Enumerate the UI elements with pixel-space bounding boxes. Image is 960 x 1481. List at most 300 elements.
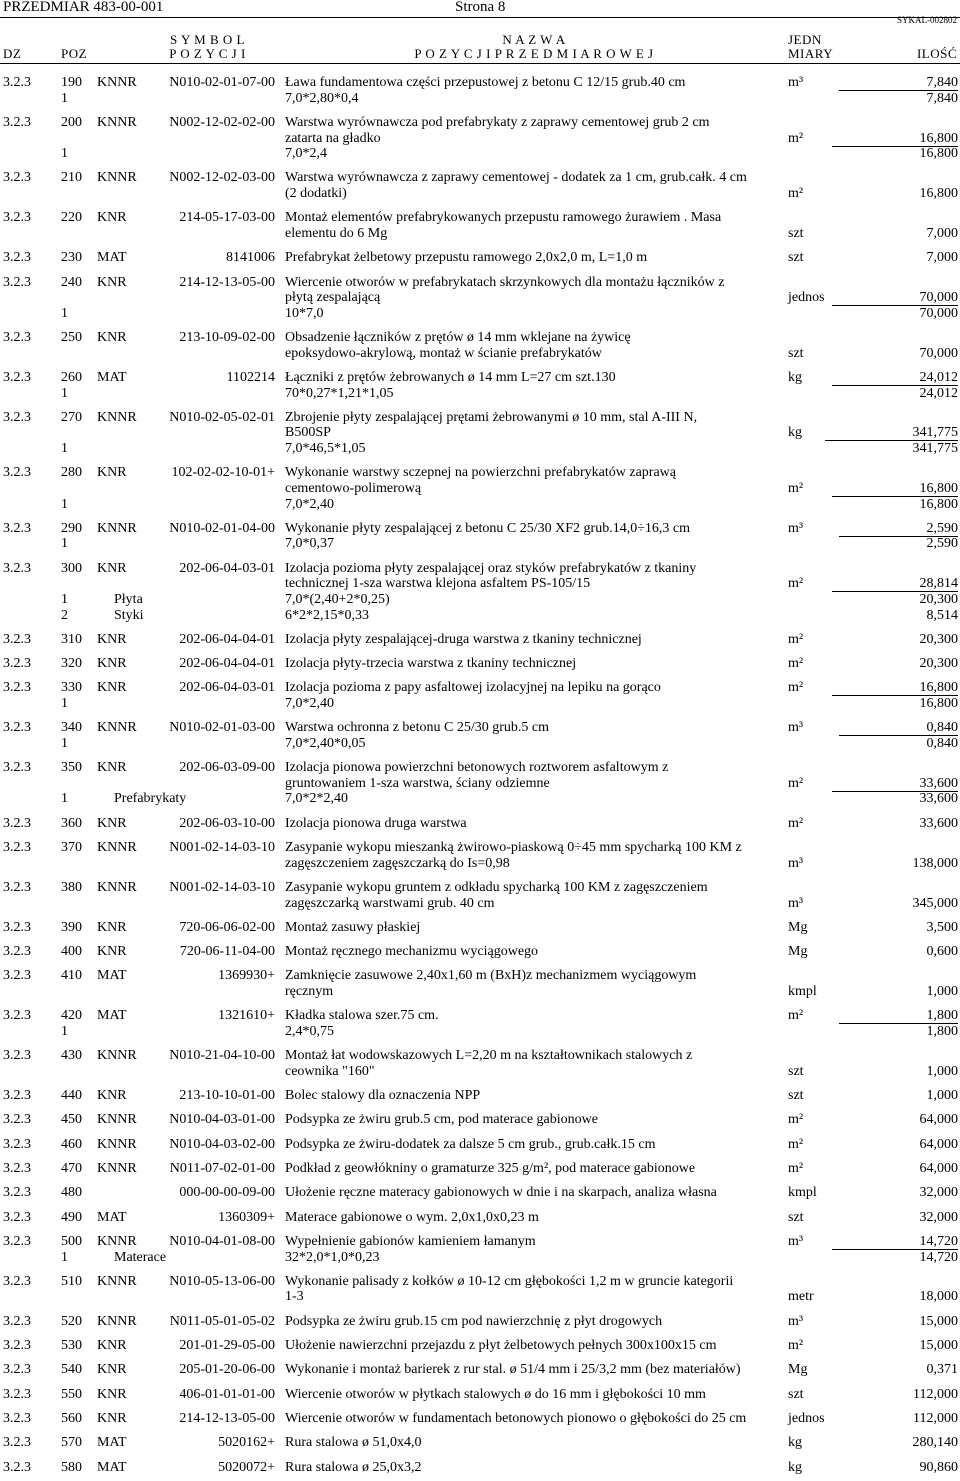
item-description: zatarta na gładko xyxy=(285,130,381,146)
section-number: 3.2.3 xyxy=(3,520,31,536)
table-row xyxy=(0,75,960,91)
item-quantity: 341,775 xyxy=(825,425,959,441)
catalog-symbol: 214-12-13-05-00 xyxy=(179,1410,275,1426)
catalog-type: KNR xyxy=(97,1386,127,1402)
calc-formula: 70*0,27*1,21*1,05 xyxy=(285,385,394,401)
table-row xyxy=(0,410,960,426)
section-number: 3.2.3 xyxy=(3,968,31,984)
calculation-row xyxy=(0,592,960,608)
calculation-row xyxy=(0,696,960,712)
catalog-symbol: 102-02-02-10-01+ xyxy=(171,465,275,481)
item-description: Izolacja płyty zespalającej-druga warstwa z tkaniny technicznej xyxy=(285,631,642,647)
item-quantity: 18,000 xyxy=(919,1289,958,1305)
item-quantity: 345,000 xyxy=(912,895,958,911)
calc-formula: 7,0*2,40 xyxy=(285,496,334,512)
table-row xyxy=(0,944,960,960)
item-description: gruntowaniem 1-sza warstwa, ściany odziemne xyxy=(285,775,550,791)
section-number: 3.2.3 xyxy=(3,760,31,776)
section-number: 3.2.3 xyxy=(3,1008,31,1024)
item-description: Montaż elementów prefabrykowanych przepustu ramowego żurawiem . Masa xyxy=(285,210,722,226)
catalog-symbol: 202-06-03-09-00 xyxy=(179,760,275,776)
item-description: Ława fundamentowa części przepustowej z betonu C 12/15 grub.40 cm xyxy=(285,75,686,90)
table-row xyxy=(0,760,960,776)
position-number: 550 xyxy=(61,1386,82,1402)
table-row-continuation xyxy=(0,1289,960,1305)
table-row xyxy=(0,1008,960,1024)
doc-title: PRZEDMIAR 483-00-001 xyxy=(3,0,164,15)
col-name-line2: P O Z Y C J I P R Z E D M I A R O W E J xyxy=(414,46,654,61)
calc-value: 7,840 xyxy=(926,90,958,106)
catalog-symbol: 213-10-09-02-00 xyxy=(179,330,275,345)
table-row-continuation xyxy=(0,984,960,1000)
page-number: Strona 8 xyxy=(455,0,506,15)
catalog-symbol: 1321610+ xyxy=(218,1008,275,1024)
table-row xyxy=(0,1435,960,1451)
item-quantity: 7,000 xyxy=(926,250,958,266)
position-number: 210 xyxy=(61,170,82,186)
calc-value: 14,720 xyxy=(919,1249,958,1265)
section-number: 3.2.3 xyxy=(3,840,31,855)
item-quantity: 32,000 xyxy=(919,1209,958,1225)
position-number: 470 xyxy=(61,1161,82,1176)
calculation-row xyxy=(0,146,960,162)
position-number: 520 xyxy=(61,1313,82,1329)
file-code: SYKAL-002802 xyxy=(897,15,957,25)
col-dz: DZ xyxy=(3,46,22,61)
unit-of-measure: m² xyxy=(788,1161,804,1176)
calc-value: 16,800 xyxy=(919,146,958,162)
item-quantity: 14,720 xyxy=(832,1234,959,1250)
unit-of-measure: m³ xyxy=(788,720,804,736)
item-description: Ułożenie ręczne materacy gabionowych w dnie i na skarpach, analiza własna xyxy=(285,1185,717,1201)
position-number: 280 xyxy=(61,465,82,481)
calc-formula: 7,0*2,40 xyxy=(285,696,334,711)
col-symbol-line1: S Y M B O L xyxy=(170,32,245,47)
catalog-symbol: N010-04-03-01-00 xyxy=(169,1112,275,1128)
item-description: epoksydowo-akrylową, montaż w ścianie prefabrykatów xyxy=(285,345,602,361)
item-description: Wykonanie płyty zespalającej z betonu C 25/30 XF2 grub.14,0÷16,3 cm xyxy=(285,520,690,536)
catalog-type: MAT xyxy=(97,1008,127,1024)
calculation-row xyxy=(0,791,960,807)
table-row xyxy=(0,115,960,131)
position-number: 220 xyxy=(61,210,82,226)
catalog-symbol: N011-05-01-05-02 xyxy=(169,1313,275,1329)
catalog-type: KNNR xyxy=(97,1313,137,1329)
unit-of-measure: m² xyxy=(788,1008,804,1024)
unit-of-measure: m³ xyxy=(788,75,804,90)
unit-of-measure: m² xyxy=(788,130,804,146)
calculation-row xyxy=(0,1024,960,1040)
table-row-continuation xyxy=(0,346,960,362)
header-rule xyxy=(0,63,960,64)
section-number: 3.2.3 xyxy=(3,250,31,266)
position-number: 360 xyxy=(61,815,82,831)
item-quantity: 90,860 xyxy=(919,1459,958,1475)
position-number: 340 xyxy=(61,720,82,736)
catalog-symbol: 5020072+ xyxy=(218,1459,275,1475)
position-number: 270 xyxy=(61,409,82,425)
table-row xyxy=(0,1161,960,1177)
item-quantity: 1,800 xyxy=(839,1008,959,1024)
calc-value: 16,800 xyxy=(919,696,958,711)
table-row-continuation xyxy=(0,226,960,242)
calc-index: 1 xyxy=(61,90,68,106)
table-row xyxy=(0,680,960,696)
position-number: 420 xyxy=(61,1008,82,1024)
catalog-symbol: N010-21-04-10-00 xyxy=(169,1048,275,1064)
unit-of-measure: jednos xyxy=(788,1410,825,1426)
position-number: 460 xyxy=(61,1136,82,1152)
col-qty: ILOŚĆ xyxy=(916,46,957,61)
calc-label: Styki xyxy=(114,607,144,623)
calc-formula: 6*2*2,15*0,33 xyxy=(285,607,369,623)
calc-index: 1 xyxy=(61,1249,68,1265)
unit-of-measure: szt xyxy=(788,1209,804,1225)
calc-value: 24,012 xyxy=(919,385,958,401)
catalog-type: KNR xyxy=(97,656,127,672)
section-number: 3.2.3 xyxy=(3,369,31,385)
item-description: Montaż zasuwy płaskiej xyxy=(285,919,421,935)
item-description: Izolacja płyty-trzecia warstwa z tkaniny technicznej xyxy=(285,656,577,672)
position-number: 530 xyxy=(61,1338,82,1353)
item-description: Rura stalowa ø 25,0x3,2 xyxy=(285,1459,422,1475)
calc-index: 1 xyxy=(61,735,68,751)
table-row-continuation xyxy=(0,481,960,497)
item-quantity: 64,000 xyxy=(919,1136,958,1152)
unit-of-measure: m³ xyxy=(788,1233,804,1249)
calc-label: Materace xyxy=(114,1249,167,1265)
item-description: B500SP xyxy=(285,425,331,441)
section-number: 3.2.3 xyxy=(3,210,31,226)
item-description: Montaż ręcznego mechanizmu wyciągowego xyxy=(285,944,539,960)
position-number: 240 xyxy=(61,274,82,290)
section-number: 3.2.3 xyxy=(3,560,31,576)
calculation-row xyxy=(0,736,960,752)
item-quantity: 112,000 xyxy=(913,1386,958,1402)
catalog-type: KNNR xyxy=(97,170,137,186)
position-number: 290 xyxy=(61,520,82,536)
item-quantity: 138,000 xyxy=(912,855,958,871)
item-description: płytą zespalającą xyxy=(285,290,381,306)
item-description: elementu do 6 Mg xyxy=(285,225,388,241)
calc-formula: 32*2,0*1,0*0,23 xyxy=(285,1249,380,1265)
catalog-type: KNR xyxy=(97,560,127,576)
table-row-continuation xyxy=(0,186,960,202)
item-quantity: 7,000 xyxy=(926,225,958,241)
table-row xyxy=(0,170,960,186)
position-number: 450 xyxy=(61,1112,82,1128)
unit-of-measure: szt xyxy=(788,345,804,361)
item-description: Wykonanie palisady z kołków ø 10-12 cm głębokości 1,2 m w gruncie kategorii xyxy=(285,1273,734,1289)
unit-of-measure: szt xyxy=(788,1063,804,1079)
item-description: Materace gabionowe o wym. 2,0x1,0x0,23 m xyxy=(285,1209,539,1225)
catalog-symbol: N002-12-02-03-00 xyxy=(169,170,275,186)
section-number: 3.2.3 xyxy=(3,330,31,345)
item-quantity: 33,600 xyxy=(919,815,958,831)
unit-of-measure: m³ xyxy=(788,1313,804,1329)
item-quantity: 1,000 xyxy=(926,1063,958,1079)
section-number: 3.2.3 xyxy=(3,75,31,90)
catalog-type: KNNR xyxy=(97,840,137,855)
catalog-type: KNR xyxy=(97,760,127,776)
catalog-type: KNNR xyxy=(97,75,137,90)
table-row xyxy=(0,1048,960,1064)
item-description: Izolacja pozioma z papy asfaltowej izolacyjnej na lepiku na gorąco xyxy=(285,680,661,696)
table-row-continuation xyxy=(0,896,960,912)
catalog-type: KNNR xyxy=(97,409,137,425)
item-quantity: 20,300 xyxy=(919,656,958,672)
catalog-symbol: 202-06-04-03-01 xyxy=(179,560,275,576)
item-description: cementowo-polimerową xyxy=(285,480,422,496)
catalog-type: KNR xyxy=(97,944,127,960)
catalog-type: KNNR xyxy=(97,1233,137,1249)
catalog-type: KNR xyxy=(97,919,127,935)
col-poz: POZ xyxy=(61,46,88,61)
calc-value: 2,590 xyxy=(926,536,958,552)
item-description: Zasypanie wykopu mieszanką żwirowo-piaskową 0÷45 mm spycharką 100 KM z xyxy=(285,840,742,855)
section-number: 3.2.3 xyxy=(3,944,31,960)
unit-of-measure: m² xyxy=(788,480,804,496)
calc-formula: 7,0*0,37 xyxy=(285,536,334,552)
item-description: Podkład z geowłókniny o gramaturze 325 g/m², pod materace gabionowe xyxy=(285,1161,696,1176)
item-description: Wykonanie i montaż barierek z rur stal. ø 51/4 mm i 25/3,2 mm (bez materiałów) xyxy=(285,1362,741,1378)
item-description: Montaż łat wodowskazowych L=2,20 m na kształtownikach stalowych z xyxy=(285,1048,693,1064)
section-number: 3.2.3 xyxy=(3,1459,31,1475)
catalog-symbol: 214-12-13-05-00 xyxy=(179,274,275,290)
position-number: 400 xyxy=(61,944,82,960)
catalog-symbol: 214-05-17-03-00 xyxy=(179,210,275,226)
catalog-type: KNNR xyxy=(97,1273,137,1289)
item-quantity: 16,800 xyxy=(832,481,959,497)
item-description: Bolec stalowy dla oznaczenia NPP xyxy=(285,1088,481,1104)
item-description: ręcznym xyxy=(285,984,334,999)
section-number: 3.2.3 xyxy=(3,170,31,186)
table-row xyxy=(0,1112,960,1128)
unit-of-measure: m² xyxy=(788,1338,804,1353)
section-number: 3.2.3 xyxy=(3,1136,31,1152)
section-number: 3.2.3 xyxy=(3,631,31,647)
item-quantity: 3,500 xyxy=(926,919,958,935)
item-quantity: 0,840 xyxy=(839,720,959,736)
calculation-row xyxy=(0,441,960,457)
table-row xyxy=(0,720,960,736)
item-description: (2 dodatki) xyxy=(285,186,347,201)
section-number: 3.2.3 xyxy=(3,1209,31,1225)
unit-of-measure: kmpl xyxy=(788,984,817,999)
section-number: 3.2.3 xyxy=(3,409,31,425)
calculation-row xyxy=(0,536,960,552)
unit-of-measure: m² xyxy=(788,1136,804,1152)
item-description: Rura stalowa ø 51,0x4,0 xyxy=(285,1435,422,1451)
item-quantity: 0,600 xyxy=(926,944,958,960)
position-number: 230 xyxy=(61,250,82,266)
position-number: 300 xyxy=(61,560,82,576)
table-row-continuation xyxy=(0,1064,960,1080)
catalog-symbol: 1102214 xyxy=(226,369,275,385)
table-row xyxy=(0,1234,960,1250)
table-row xyxy=(0,1387,960,1403)
table-row xyxy=(0,561,960,577)
item-description: Podsypka ze żwiru grub.5 cm, pod materace gabionowe xyxy=(285,1112,598,1128)
table-row xyxy=(0,840,960,856)
col-symbol-line2: P O Z Y C J I xyxy=(169,46,246,61)
item-quantity: 32,000 xyxy=(919,1185,958,1201)
section-number: 3.2.3 xyxy=(3,919,31,935)
calc-index: 1 xyxy=(61,385,68,401)
catalog-symbol: 202-06-04-04-01 xyxy=(179,656,275,672)
calculation-row xyxy=(0,386,960,402)
section-number: 3.2.3 xyxy=(3,1233,31,1249)
calc-formula: 7,0*2*2,40 xyxy=(285,791,348,807)
position-number: 250 xyxy=(61,330,82,345)
section-number: 3.2.3 xyxy=(3,1435,31,1451)
section-number: 3.2.3 xyxy=(3,720,31,736)
unit-of-measure: szt xyxy=(788,1386,804,1402)
calc-value: 0,840 xyxy=(926,735,958,751)
item-description: ceownika "160" xyxy=(285,1063,375,1079)
table-row xyxy=(0,1137,960,1153)
item-quantity: 64,000 xyxy=(919,1112,958,1128)
catalog-symbol: N010-04-03-02-00 xyxy=(169,1136,275,1152)
calc-index: 1 xyxy=(61,305,68,321)
col-name-line1: N A Z W A xyxy=(502,32,566,47)
calc-value: 341,775 xyxy=(912,441,958,456)
position-number: 190 xyxy=(61,75,82,90)
section-number: 3.2.3 xyxy=(3,879,31,895)
item-description: Wykonanie warstwy sczepnej na powierzchni prefabrykatów zaprawą xyxy=(285,465,676,481)
table-row-continuation xyxy=(0,576,960,592)
catalog-type: KNR xyxy=(97,1338,127,1353)
position-number: 440 xyxy=(61,1088,82,1104)
header-top-rule xyxy=(0,17,960,18)
position-number: 540 xyxy=(61,1362,82,1378)
item-quantity: 0,371 xyxy=(926,1362,958,1378)
item-description: Prefabrykat żelbetowy przepustu ramowego 2,0x2,0 m, L=1,0 m xyxy=(285,250,648,266)
catalog-type: KNR xyxy=(97,274,127,290)
calc-label: Prefabrykaty xyxy=(114,791,187,807)
catalog-symbol: N010-04-01-08-00 xyxy=(169,1233,275,1249)
item-description: Łączniki z prętów żebrowanych ø 14 mm L=27 cm szt.130 xyxy=(285,369,616,385)
catalog-symbol: N001-02-14-03-10 xyxy=(169,879,275,895)
unit-of-measure: m² xyxy=(788,680,804,696)
item-quantity: 16,800 xyxy=(832,131,959,147)
item-quantity: 7,840 xyxy=(839,75,959,91)
table-row xyxy=(0,330,960,346)
item-description: Zamknięcie zasuwowe 2,40x1,60 m (BxH)z mechanizmem wyciągowym xyxy=(285,968,697,984)
item-description: 1-3 xyxy=(285,1289,304,1305)
catalog-type: KNR xyxy=(97,1362,127,1378)
catalog-type: KNR xyxy=(97,1088,127,1104)
section-number: 3.2.3 xyxy=(3,1185,31,1201)
item-description: Wiercenie otworów w fundamentach betonowych pionowo o głębokości do 25 cm xyxy=(285,1410,747,1426)
calc-formula: 10*7,0 xyxy=(285,305,324,321)
item-description: technicznej 1-sza warstwa klejona asfaltem PS-105/15 xyxy=(285,576,591,592)
item-quantity: 1,000 xyxy=(926,984,958,999)
item-description: Obsadzenie łączników z prętów ø 14 mm wklejane na żywicę xyxy=(285,330,631,345)
unit-of-measure: szt xyxy=(788,250,804,266)
section-number: 3.2.3 xyxy=(3,1313,31,1329)
position-number: 260 xyxy=(61,369,82,385)
item-description: Izolacja pionowa powierzchni betonowych roztworem asfaltowym z xyxy=(285,760,669,776)
item-description: Warstwa wyrównawcza pod prefabrykaty z zaprawy cementowej grub 2 cm xyxy=(285,114,710,130)
item-quantity: 70,000 xyxy=(919,345,958,361)
catalog-type: KNR xyxy=(97,210,127,226)
item-quantity: 112,000 xyxy=(913,1410,958,1426)
unit-of-measure: m³ xyxy=(788,520,804,536)
position-number: 320 xyxy=(61,656,82,672)
position-number: 350 xyxy=(61,760,82,776)
catalog-symbol: 5020162+ xyxy=(218,1435,275,1451)
section-number: 3.2.3 xyxy=(3,274,31,290)
section-number: 3.2.3 xyxy=(3,680,31,696)
catalog-symbol: 205-01-20-06-00 xyxy=(179,1362,275,1378)
section-number: 3.2.3 xyxy=(3,1048,31,1064)
item-description: Wiercenie otworów w prefabrykatach skrzynkowych dla montażu łączników z xyxy=(285,274,725,290)
calculation-row xyxy=(0,306,960,322)
table-row xyxy=(0,210,960,226)
calc-index: 1 xyxy=(61,591,68,607)
catalog-symbol: 720-06-06-02-00 xyxy=(179,919,275,935)
item-quantity: 2,590 xyxy=(839,521,959,537)
table-row xyxy=(0,275,960,291)
calculation-row xyxy=(0,497,960,513)
catalog-type: KNR xyxy=(97,631,127,647)
table-row xyxy=(0,920,960,936)
page-header xyxy=(0,0,960,66)
unit-of-measure: m² xyxy=(788,656,804,672)
section-number: 3.2.3 xyxy=(3,656,31,672)
unit-of-measure: m² xyxy=(788,631,804,647)
calculation-row xyxy=(0,91,960,107)
table-row-continuation xyxy=(0,425,960,441)
item-quantity: 20,300 xyxy=(919,631,958,647)
position-number: 380 xyxy=(61,879,82,895)
catalog-type: KNR xyxy=(97,1410,127,1426)
catalog-symbol: N011-07-02-01-00 xyxy=(169,1161,275,1176)
estimate-table xyxy=(0,75,960,1481)
calc-formula: 7,0*(2,40+2*0,25) xyxy=(285,591,390,607)
table-row xyxy=(0,1185,960,1201)
table-row xyxy=(0,1088,960,1104)
unit-of-measure: m² xyxy=(788,576,804,592)
calc-formula: 7,0*2,4 xyxy=(285,146,327,162)
catalog-symbol: 720-06-11-04-00 xyxy=(179,944,275,960)
position-number: 410 xyxy=(61,968,82,984)
item-quantity: 16,800 xyxy=(919,186,958,201)
item-description: Warstwa ochronna z betonu C 25/30 grub.5 cm xyxy=(285,720,550,736)
section-number: 3.2.3 xyxy=(3,1338,31,1353)
item-description: Ułożenie nawierzchni przejazdu z płyt żelbetowych pełnych 300x100x15 cm xyxy=(285,1338,717,1353)
item-quantity: 33,600 xyxy=(832,776,959,792)
catalog-type: MAT xyxy=(97,968,127,984)
catalog-type: KNNR xyxy=(97,1048,137,1064)
item-quantity: 70,000 xyxy=(832,290,959,306)
table-row xyxy=(0,632,960,648)
catalog-symbol: N001-02-14-03-10 xyxy=(169,840,275,855)
calculation-row xyxy=(0,1250,960,1266)
catalog-symbol: N010-02-01-03-00 xyxy=(169,720,275,736)
catalog-type: KNR xyxy=(97,815,127,831)
catalog-symbol: 202-06-04-03-01 xyxy=(179,680,275,696)
table-row xyxy=(0,250,960,266)
catalog-type: KNR xyxy=(97,330,127,345)
item-quantity: 64,000 xyxy=(919,1161,958,1176)
catalog-symbol: 000-00-00-09-00 xyxy=(179,1185,275,1201)
item-quantity: 16,800 xyxy=(832,680,959,696)
item-description: Kładka stalowa szer.75 cm. xyxy=(285,1008,439,1024)
item-description: Podsypka ze żwiru grub.15 cm pod nawierzchnię z płyt drogowych xyxy=(285,1313,663,1329)
catalog-symbol: N010-05-13-06-00 xyxy=(169,1273,275,1289)
